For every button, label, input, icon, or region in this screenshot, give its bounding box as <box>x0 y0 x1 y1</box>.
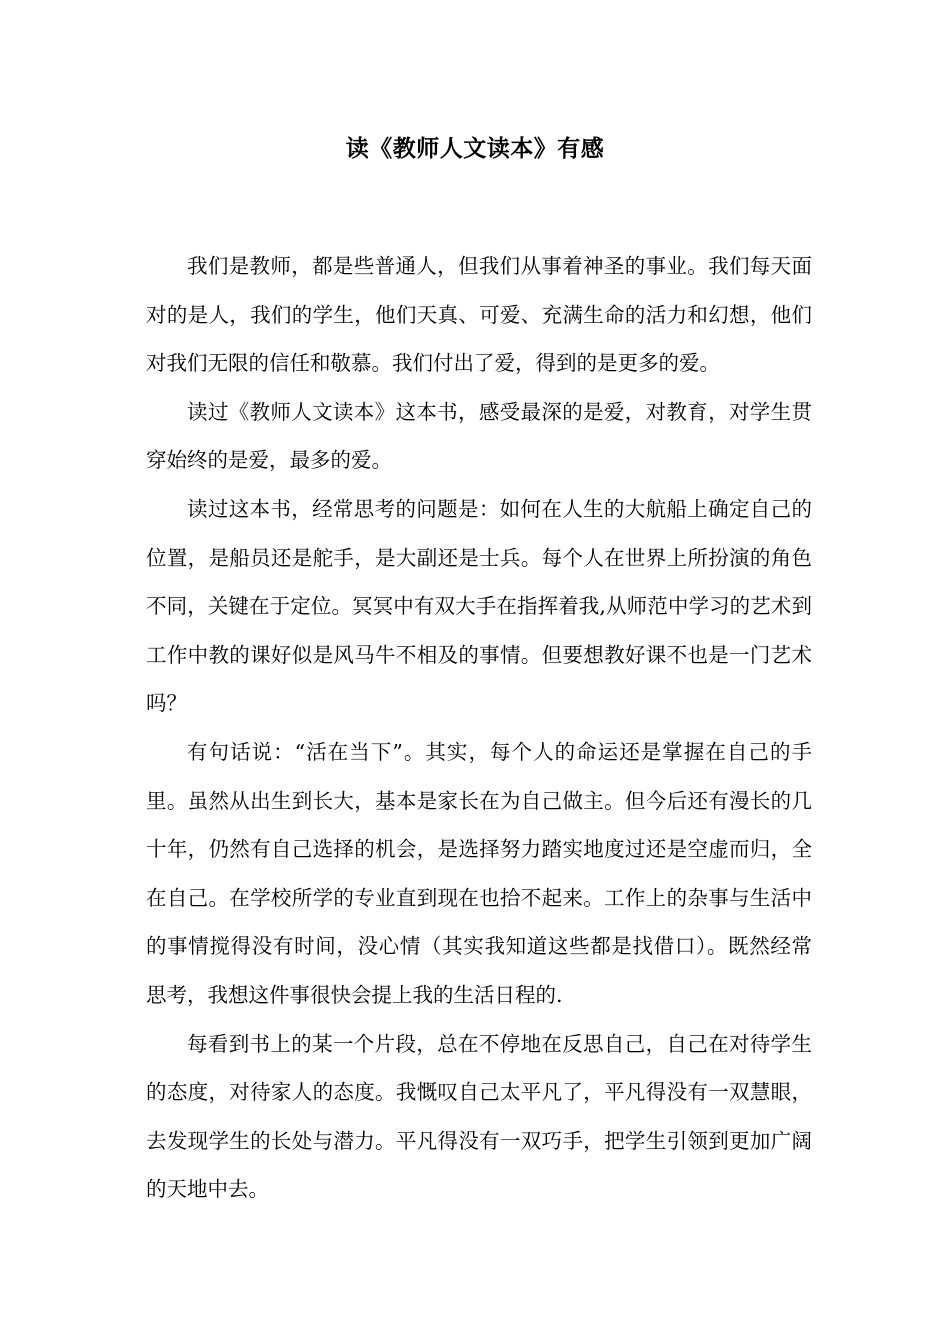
document-title: 读《教师人文读本》有感 <box>345 135 605 162</box>
paragraph: 读过《教师人文读本》这本书，感受最深的是爱，对教育，对学生贯穿始终的是爱，最多的爱。 <box>146 399 812 473</box>
document-body <box>146 242 812 1214</box>
paragraph: 我们是教师，都是些普通人，但我们从事着神圣的事业。我们每天面对的是人，我们的学生，他们天真、可爱、充满生命的活力和幻想，他们对我们无限的信任和敬慕。我们付出了爱，得到的是更多的爱。 <box>146 254 812 376</box>
paragraph: 每看到书上的某一个片段，总在不停地在反思自己，自己在对待学生的态度，对待家人的态度。我慨叹自己太平凡了，平凡得没有一双慧眼，去发现学生的长处与潜力。平凡得没有一双巧手，把学生引领到更加广阔的天地中去。 <box>146 1031 812 1202</box>
paragraph: 读过这本书，经常思考的问题是：如何在人生的大航船上确定自己的位置，是船员还是舵手，是大副还是士兵。每个人在世界上所扮演的角色不同，关键在于定位。冥冥中有双大手在指挥着我,从师范中学习的艺术到工作中教的课好似是风马牛不相及的事情。但要想教好课不也是一门艺术吗？ <box>146 496 812 716</box>
paragraph: 有句话说：“活在当下”。其实，每个人的命运还是掌握在自己的手里。虽然从出生到长大，基本是家长在为自己做主。但今后还有漫长的几十年，仍然有自己选择的机会，是选择努力踏实地度过还是空虚而归，全在自己。在学校所学的专业直到现在也拾不起来。工作上的杂事与生活中的事情搅得没有时间，没心情（其实我知道这些都是找借口）。既然经常思考，我想这件事很快会提上我的生活日程的. <box>146 739 812 1007</box>
